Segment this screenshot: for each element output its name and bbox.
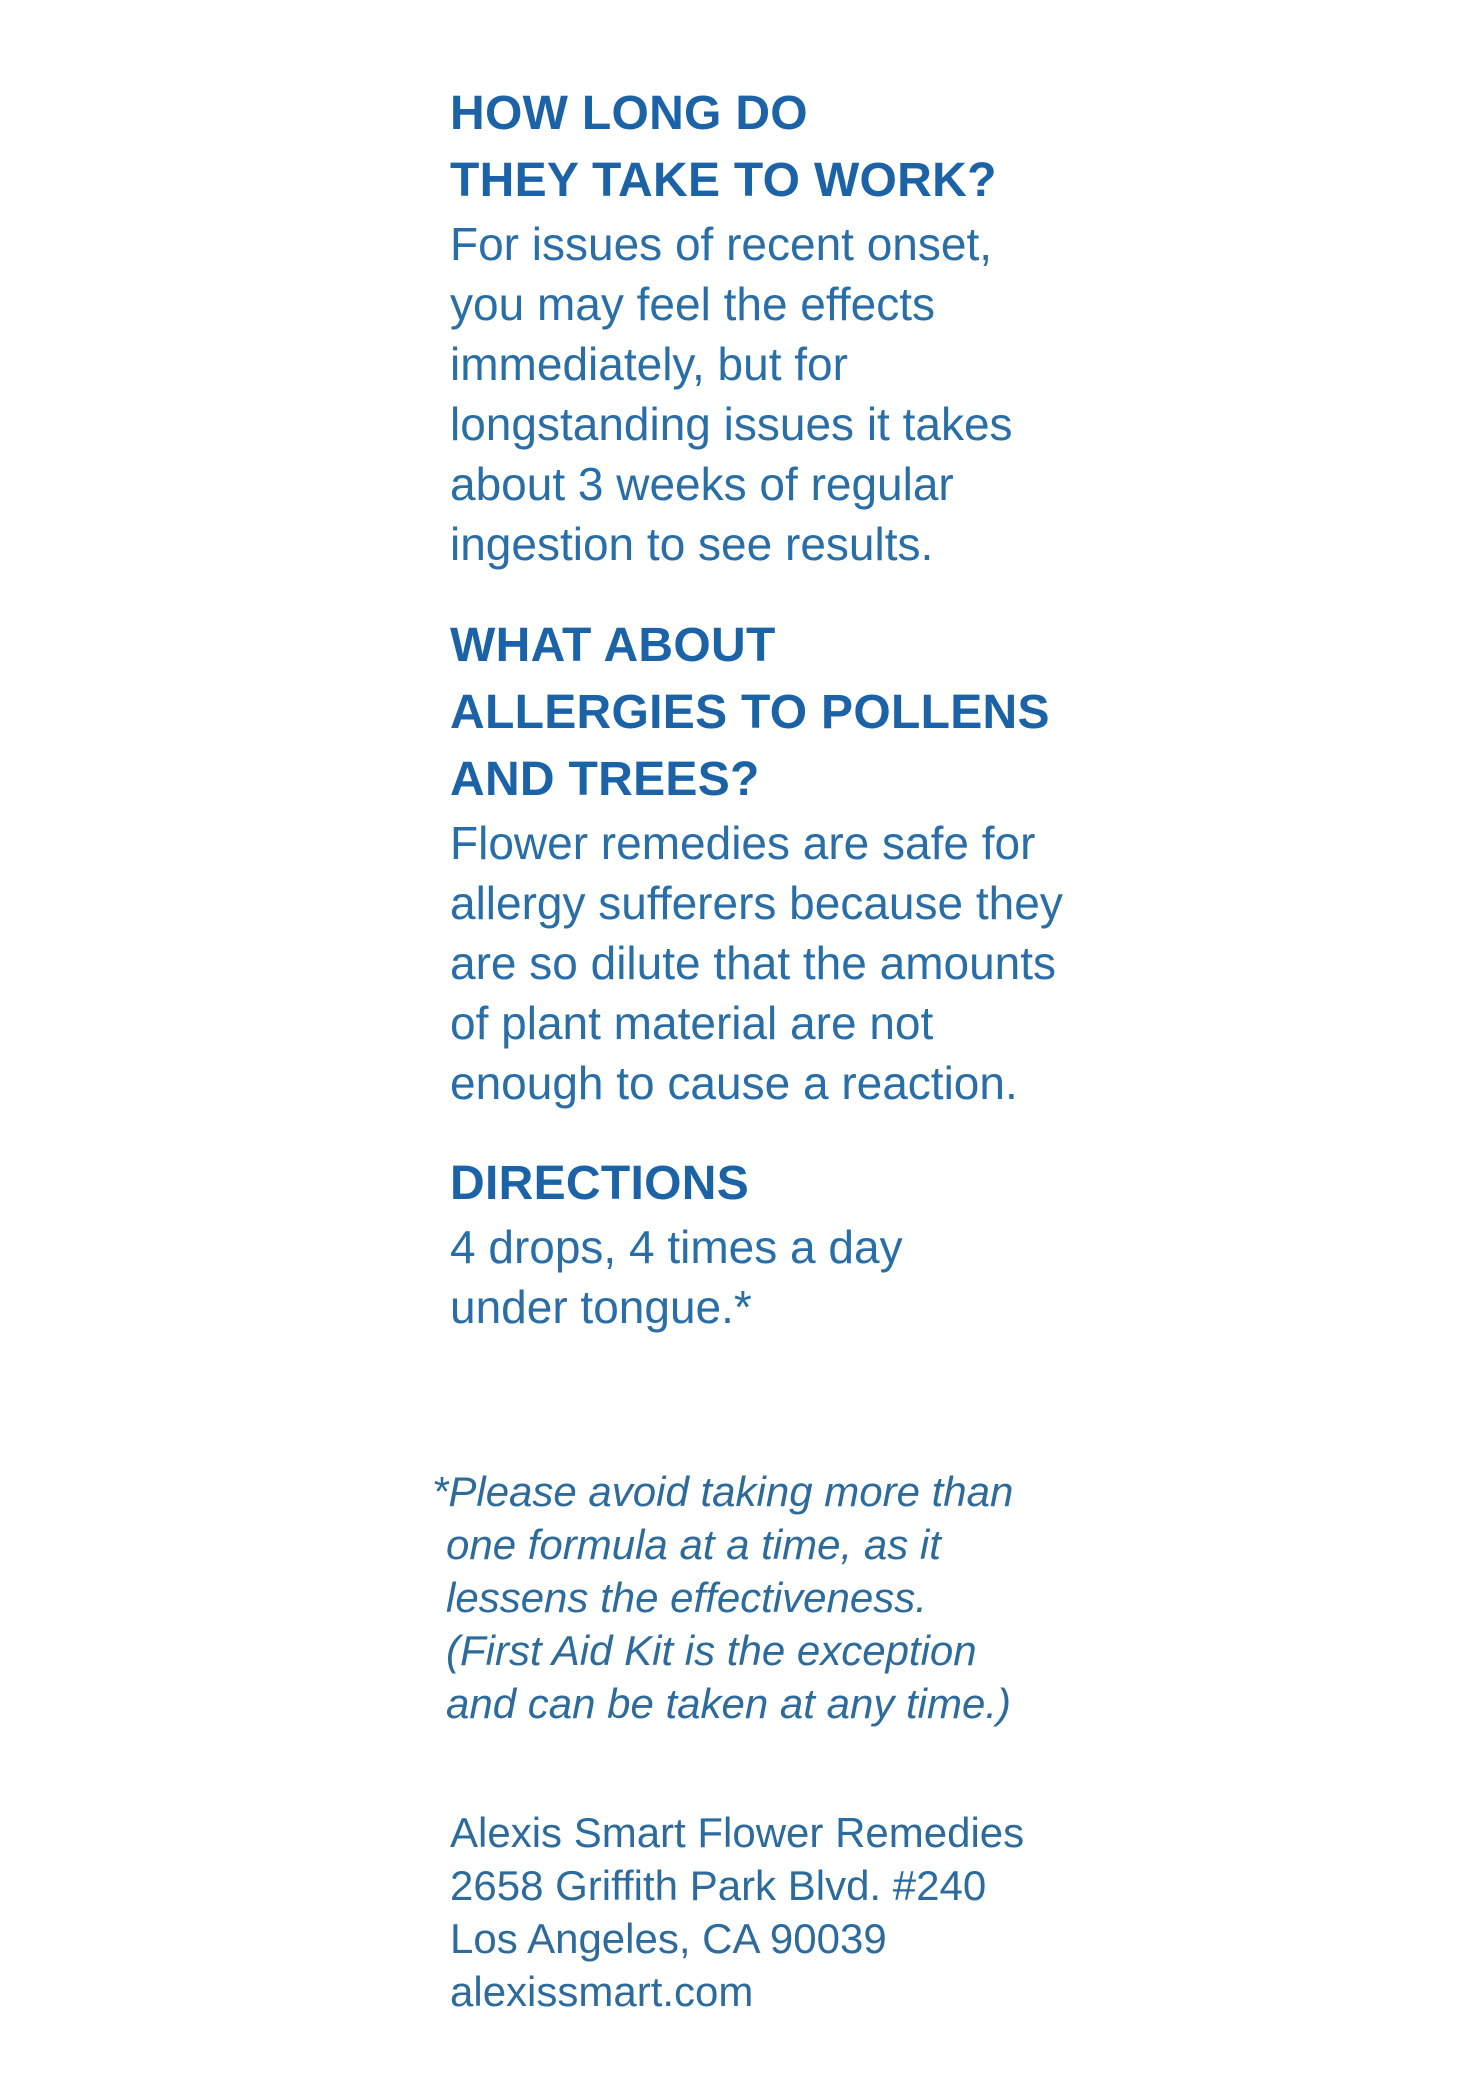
section-directions (450, 1150, 903, 1337)
city-state-zip: Los Angeles, CA 90039 (450, 1915, 887, 1962)
footnote-line: lessens the effectiveness. (446, 1574, 927, 1621)
section-body (450, 1217, 903, 1337)
company-name: Alexis Smart Flower Remedies (450, 1809, 1025, 1856)
section-allergies (450, 612, 1063, 1113)
body-line: about 3 weeks of regular (450, 458, 954, 510)
section-body (450, 214, 1013, 574)
body-line: of plant material are not (450, 997, 934, 1049)
section-heading (450, 80, 1013, 214)
footnote-line: (First Aid Kit is the exception (446, 1627, 977, 1674)
company-address (450, 1806, 1024, 2018)
website: alexissmart.com (450, 1968, 754, 2015)
body-line: ingestion to see results. (450, 518, 934, 570)
section-how-long (450, 80, 1013, 574)
street-address: 2658 Griffith Park Blvd. #240 (450, 1862, 987, 1909)
body-line: under tongue.* (450, 1281, 752, 1333)
heading-line: WHAT ABOUT (450, 619, 776, 672)
heading-line: AND TREES? (450, 753, 760, 806)
section-heading (450, 612, 1063, 813)
footnote-line: one formula at a time, as it (446, 1521, 941, 1568)
footnote (432, 1465, 1013, 1730)
body-line: enough to cause a reaction. (450, 1057, 1018, 1109)
heading-line: ALLERGIES TO POLLENS (450, 686, 1050, 739)
body-line: longstanding issues it takes (450, 398, 1013, 450)
heading-line: DIRECTIONS (450, 1157, 750, 1210)
body-line: you may feel the effects (450, 278, 935, 330)
heading-line: HOW LONG DO (450, 87, 808, 140)
body-line: For issues of recent onset, (450, 218, 993, 270)
body-line: immediately, but for (450, 338, 848, 390)
section-heading (450, 1150, 903, 1217)
footnote-line: *Please avoid taking more than (432, 1468, 1014, 1515)
body-line: allergy sufferers because they (450, 877, 1063, 929)
section-body (450, 813, 1063, 1113)
heading-line: THEY TAKE TO WORK? (450, 154, 997, 207)
body-line: are so dilute that the amounts (450, 937, 1057, 989)
footnote-line: and can be taken at any time.) (446, 1680, 1012, 1727)
body-line: Flower remedies are safe for (450, 817, 1036, 869)
body-line: 4 drops, 4 times a day (450, 1221, 903, 1273)
